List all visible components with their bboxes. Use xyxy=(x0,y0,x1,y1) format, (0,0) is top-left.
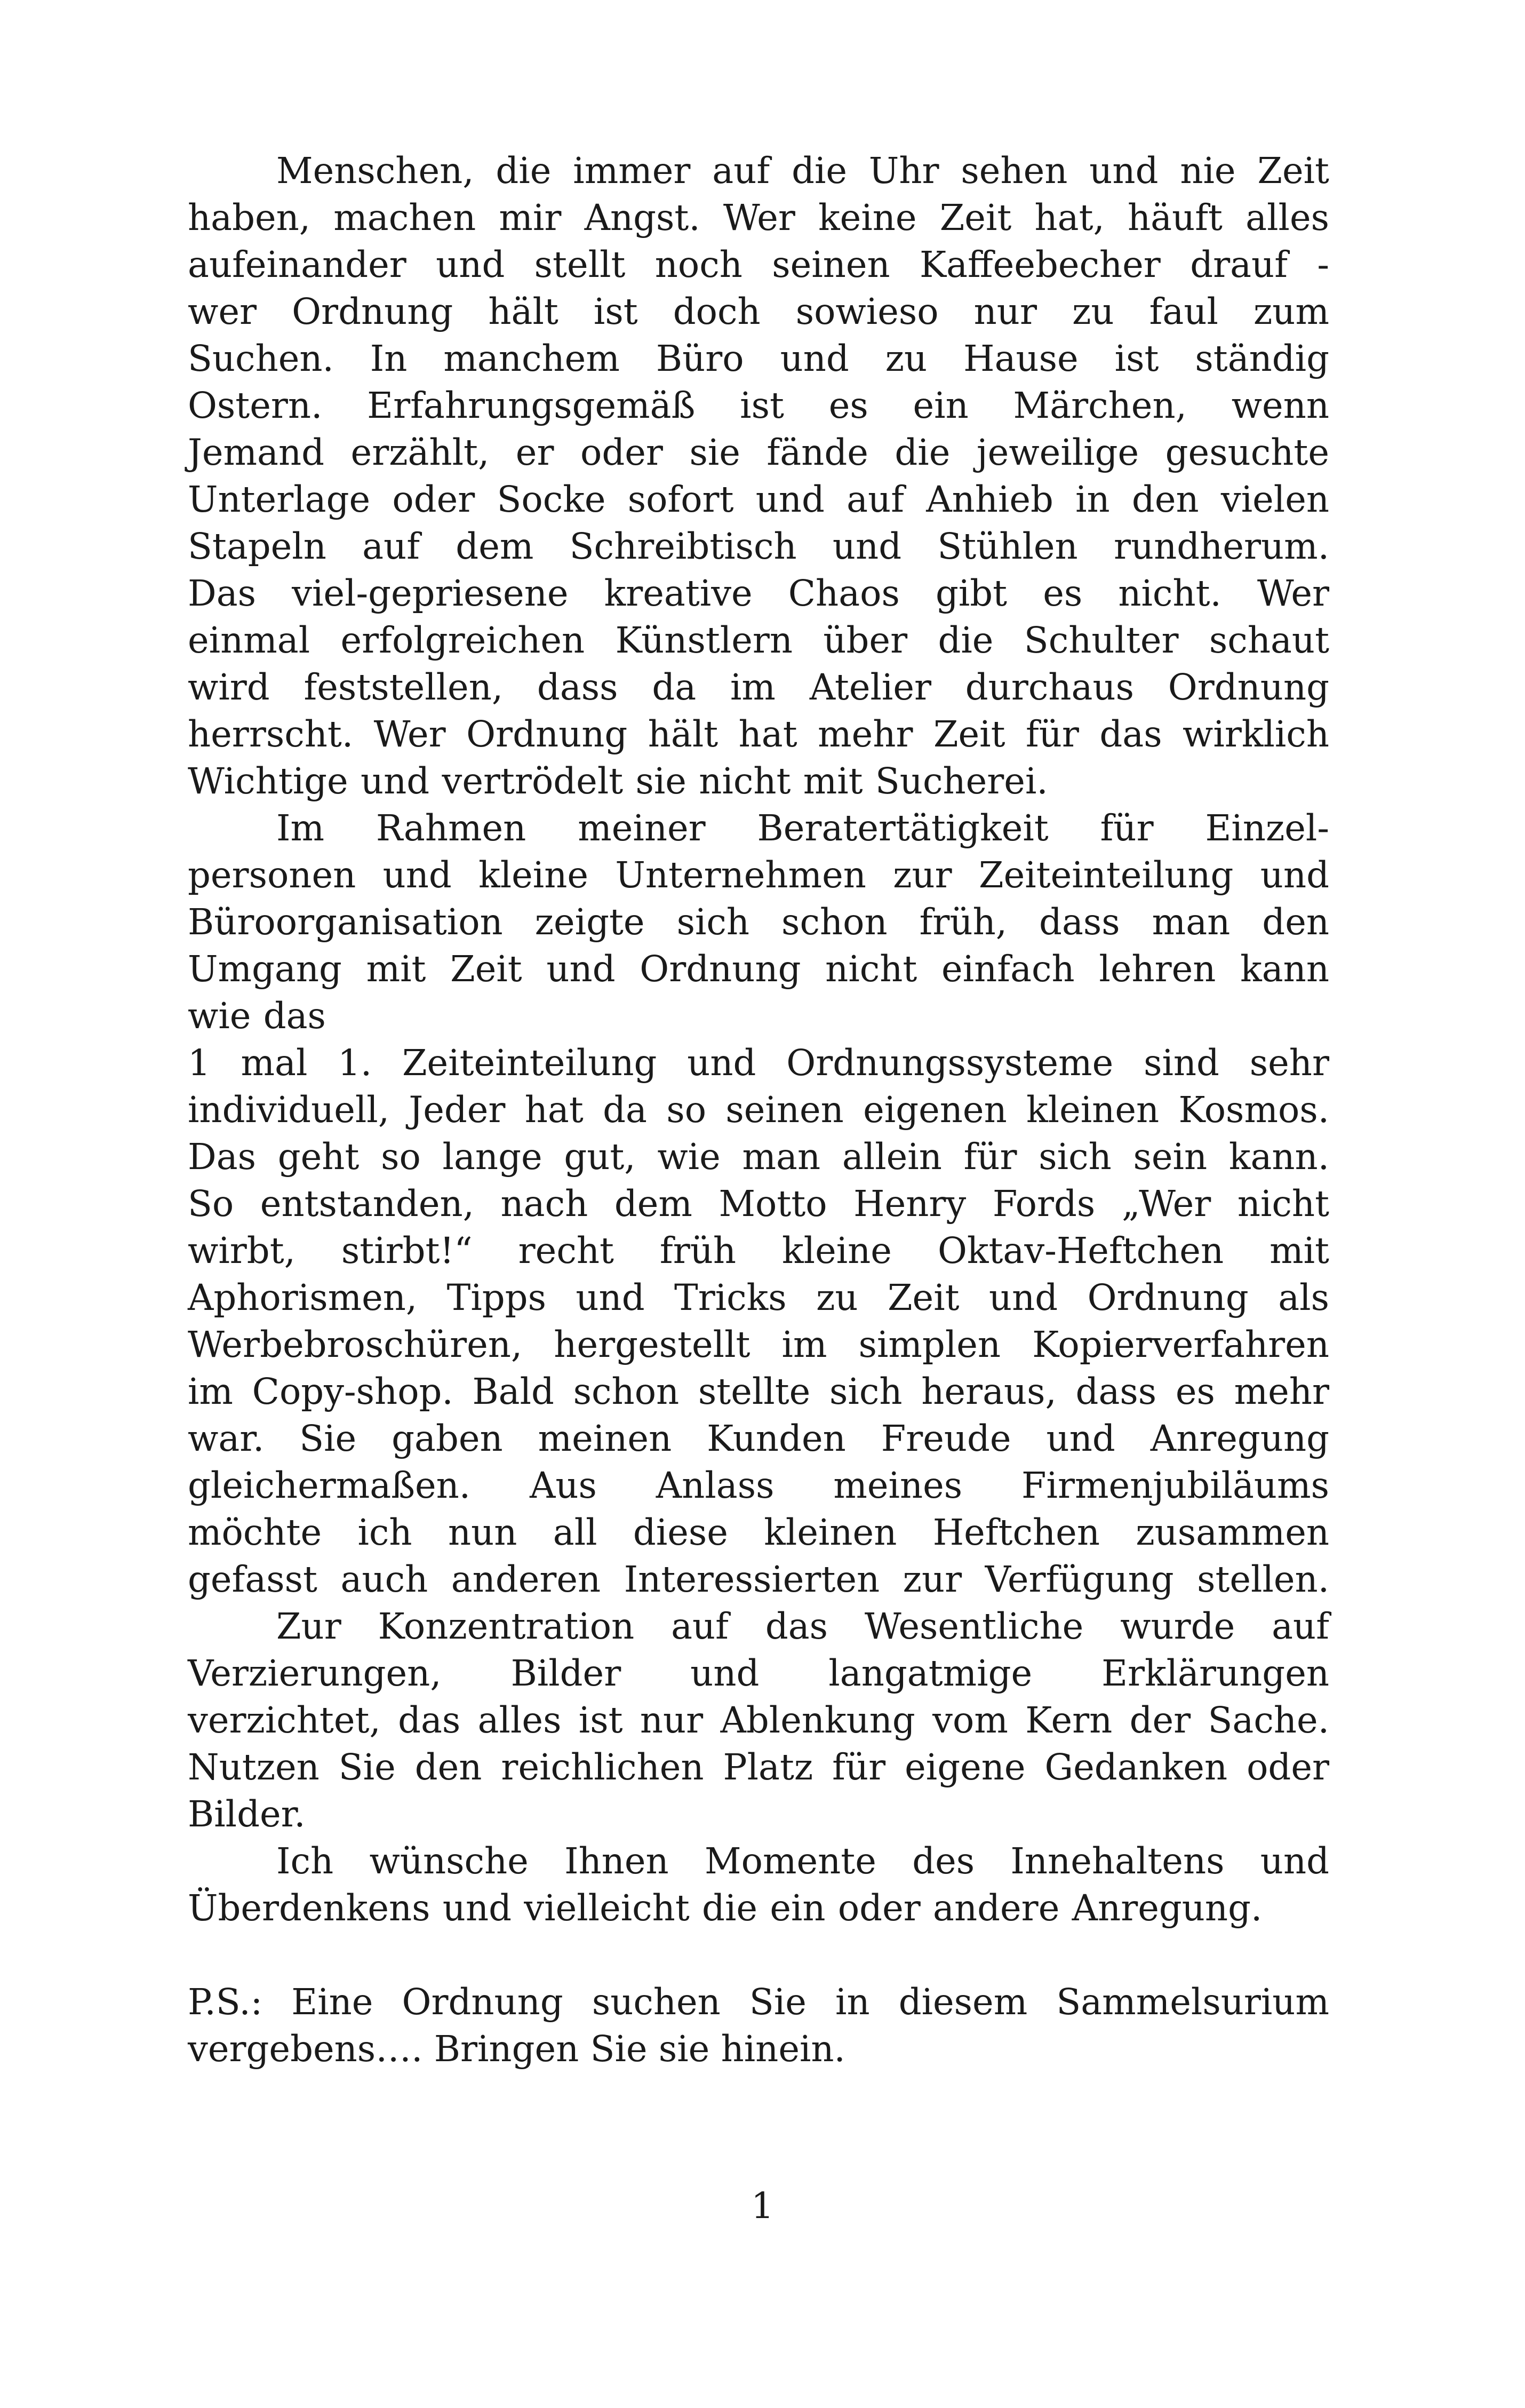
text-line: war. Sie gaben meinen Kunden Freude und Anregung xyxy=(188,1418,1329,1459)
postscript xyxy=(188,1978,1329,2072)
text-line: P.S.: Eine Ordnung suchen Sie in diesem Sammelsurium xyxy=(188,1981,1329,2023)
text-line: gefasst auch anderen Interessierten zur Verfügung stellen. xyxy=(188,1559,1329,1600)
text-line: Überdenkens und vielleicht die ein oder andere Anregung. xyxy=(188,1887,1263,1929)
text-line: Suchen. In manchem Büro und zu Hause ist ständig xyxy=(188,338,1329,379)
text-line: Stapeln auf dem Schreibtisch und Stühlen rundherum. xyxy=(188,526,1329,567)
text-line: haben, machen mir Angst. Wer keine Zeit hat, häuft alles xyxy=(188,197,1329,239)
text-line: Unterlage oder Socke sofort und auf Anhieb in den vielen xyxy=(188,479,1329,520)
text-line: wer Ordnung hält ist doch sowieso nur zu faul zum xyxy=(188,291,1329,332)
text-line: 1 mal 1. Zeiteinteilung und Ordnungssysteme sind sehr xyxy=(188,1042,1329,1084)
text-line: So entstanden, nach dem Motto Henry Fords „Wer nicht xyxy=(188,1183,1329,1225)
text-line: Aphorismen, Tipps und Tricks zu Zeit und Ordnung als xyxy=(188,1277,1329,1318)
text-line: Bilder. xyxy=(188,1793,306,1835)
text-line: einmal erfolgreichen Künstlern über die Schulter schaut xyxy=(188,619,1329,661)
text-line: herrscht. Wer Ordnung hält hat mehr Zeit für das wirklich xyxy=(188,713,1329,755)
text-line: vergebens…. Bringen Sie sie hinein. xyxy=(188,2028,845,2070)
text-line: Wichtige und vertrödelt sie nicht mit Sucherei. xyxy=(188,760,1048,802)
paragraph-5 xyxy=(188,1838,1329,1932)
text-line: aufeinander und stellt noch seinen Kaffeebecher drauf - xyxy=(188,244,1329,285)
body-text xyxy=(188,147,1329,2072)
text-line: Umgang mit Zeit und Ordnung nicht einfach lehren kann xyxy=(188,948,1329,990)
text-line: Ostern. Erfahrungsgemäß ist es ein Märchen, wenn xyxy=(188,385,1329,426)
text-line: Menschen, die immer auf die Uhr sehen und nie Zeit xyxy=(276,150,1329,192)
text-line: Ich wünsche Ihnen Momente des Innehaltens und xyxy=(276,1840,1329,1882)
text-line: verzichtet, das alles ist nur Ablenkung vom Kern der Sache. xyxy=(188,1699,1329,1741)
text-line: personen und kleine Unternehmen zur Zeiteinteilung und xyxy=(188,854,1329,896)
paragraph-1 xyxy=(188,147,1329,805)
text-line: Nutzen Sie den reichlichen Platz für eigene Gedanken oder xyxy=(188,1746,1329,1788)
text-line: Jemand erzählt, er oder sie fände die jeweilige gesuchte xyxy=(188,432,1329,473)
text-line: Das geht so lange gut, wie man allein für sich sein kann. xyxy=(188,1136,1329,1178)
paragraph-3 xyxy=(188,1039,1329,1603)
text-line: individuell, Jeder hat da so seinen eigenen kleinen Kosmos. xyxy=(188,1089,1329,1131)
page-number: 1 xyxy=(751,2185,774,2227)
text-line: wie das xyxy=(188,995,326,1037)
paragraph-2 xyxy=(188,805,1329,1039)
text-line: wirbt, stirbt!“ recht früh kleine Oktav-Heftchen mit xyxy=(188,1230,1329,1271)
text-line: Büroorganisation zeigte sich schon früh, dass man den xyxy=(188,901,1329,943)
text-line: Im Rahmen meiner Beratertätigkeit für Einzel- xyxy=(276,807,1329,849)
text-line: wird feststellen, dass da im Atelier durchaus Ordnung xyxy=(188,666,1329,708)
text-line: im Copy-shop. Bald schon stellte sich heraus, dass es mehr xyxy=(188,1371,1329,1412)
text-line: möchte ich nun all diese kleinen Heftchen zusammen xyxy=(188,1512,1329,1553)
text-line: Das viel-gepriesene kreative Chaos gibt es nicht. Wer xyxy=(188,573,1329,614)
paragraph-4 xyxy=(188,1603,1329,1838)
text-line: gleichermaßen. Aus Anlass meines Firmenjubiläums xyxy=(188,1465,1329,1506)
text-line: Verzierungen, Bilder und langatmige Erklärungen xyxy=(188,1652,1329,1694)
text-line: Zur Konzentration auf das Wesentliche wurde auf xyxy=(276,1606,1329,1647)
text-line: Werbebroschüren, hergestellt im simplen Kopierverfahren xyxy=(188,1324,1329,1365)
